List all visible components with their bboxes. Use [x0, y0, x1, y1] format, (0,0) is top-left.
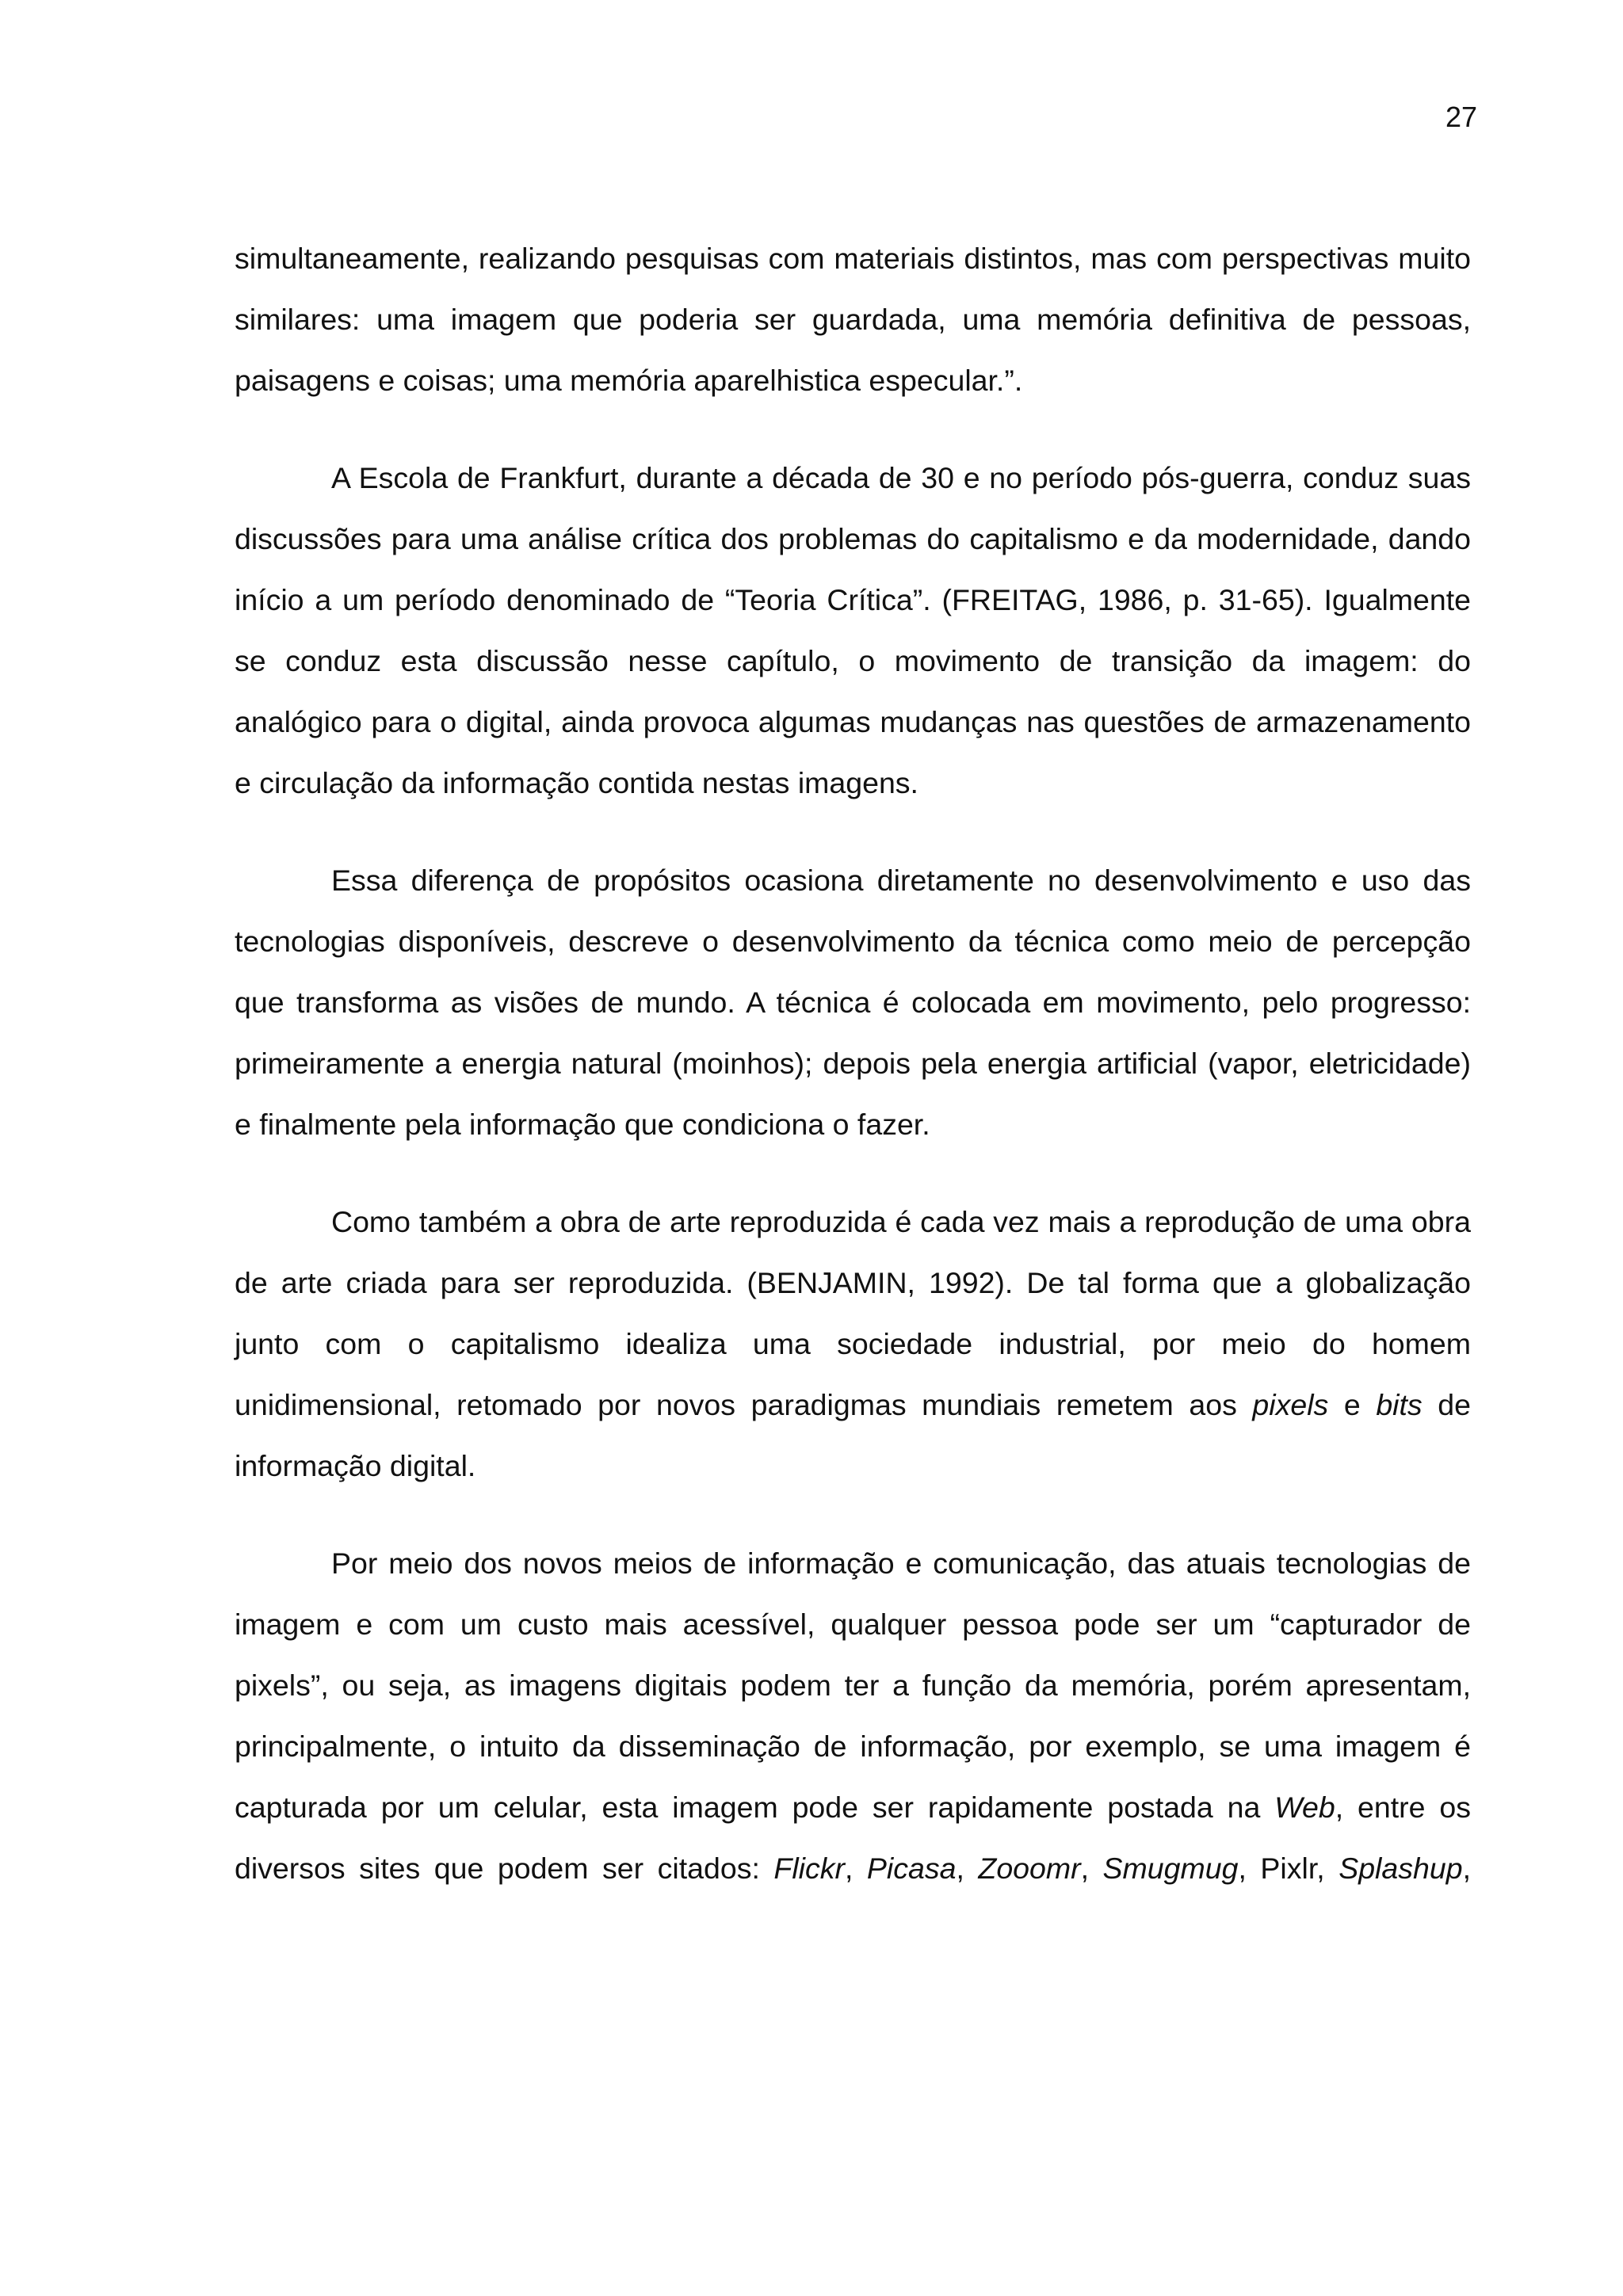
text-segment: Como também a obra de arte reproduzida é cada vez mais a reprodução de uma obra de arte criada para ser reproduzida. (BENJAMIN, 1992). De tal forma que a globalização junto com o capitalismo idealiza uma sociedade industrial, por meio do homem unidimensional, retomado por novos paradigmas mundiais remetem aos — [235, 1205, 1471, 1421]
paragraph-continuation — [235, 228, 1471, 411]
page-number: 27 — [1445, 101, 1477, 133]
italic-site-smugmug: Smugmug — [1102, 1852, 1239, 1885]
italic-term-bits: bits — [1376, 1388, 1423, 1421]
text-segment: , entre os diversos sites que podem ser citados: — [235, 1791, 1471, 1885]
text-segment: , — [1080, 1852, 1103, 1885]
italic-term-web: Web — [1274, 1791, 1335, 1824]
text-segment: , — [844, 1852, 867, 1885]
paragraph-reproduced-art — [235, 1192, 1471, 1497]
italic-site-splashup: Splashup — [1338, 1852, 1463, 1885]
text-segment: , — [1462, 1852, 1471, 1885]
text-segment: , Pixlr, — [1238, 1852, 1339, 1885]
text-segment: Por meio dos novos meios de informação e comunicação, das atuais tecnologias de imagem e com um custo mais acessível, qualquer pessoa pode ser um “capturador de pixels”, ou seja, as imagens digitais podem ter a função da memória, porém apresentam, principalmente, o intuito da disseminação de informação, por exemplo, se uma imagem é capturada por um celular, esta imagem pode ser rapidamente postada na — [235, 1547, 1471, 1824]
italic-site-flickr: Flickr — [773, 1852, 845, 1885]
italic-site-zooomr: Zooomr — [978, 1852, 1081, 1885]
italic-site-picasa: Picasa — [866, 1852, 957, 1885]
paragraph-frankfurt-school — [235, 448, 1471, 814]
text-segment: , — [956, 1852, 979, 1885]
paragraph-technology-purposes — [235, 850, 1471, 1155]
text-segment: simultaneamente, realizando pesquisas com materiais distintos, mas com perspectivas muito similares: uma imagem que poderia ser guardada, uma memória definitiva de pessoas, paisagens e coisas; uma memória aparelhistica especular.”. — [235, 242, 1471, 397]
text-segment: de informação digital. — [235, 1388, 1471, 1482]
text-segment: e — [1328, 1388, 1377, 1421]
italic-term-pixels: pixels — [1252, 1388, 1329, 1421]
text-segment: Essa diferença de propósitos ocasiona diretamente no desenvolvimento e uso das tecnologias disponíveis, descreve o desenvolvimento da técnica como meio de percepção que transforma as visões de mundo. A técnica é colocada em movimento, pelo progresso: primeiramente a energia natural (moinhos); depois pela energia artificial (vapor, eletricidade) e finalmente pela informação que condiciona o fazer. — [235, 864, 1471, 1141]
paragraph-new-media — [235, 1533, 1471, 1899]
body-text — [235, 228, 1471, 1899]
text-segment: A Escola de Frankfurt, durante a década de 30 e no período pós-guerra, conduz suas discussões para uma análise crítica dos problemas do capitalismo e da modernidade, dando início a um período denominado de “Teoria Crítica”. (FREITAG, 1986, p. 31-65). Igualmente se conduz esta discussão nesse capítulo, o movimento de transição da imagem: do analógico para o digital, ainda provoca algumas mudanças nas questões de armazenamento e circulação da informação contida nestas imagens. — [235, 461, 1471, 799]
